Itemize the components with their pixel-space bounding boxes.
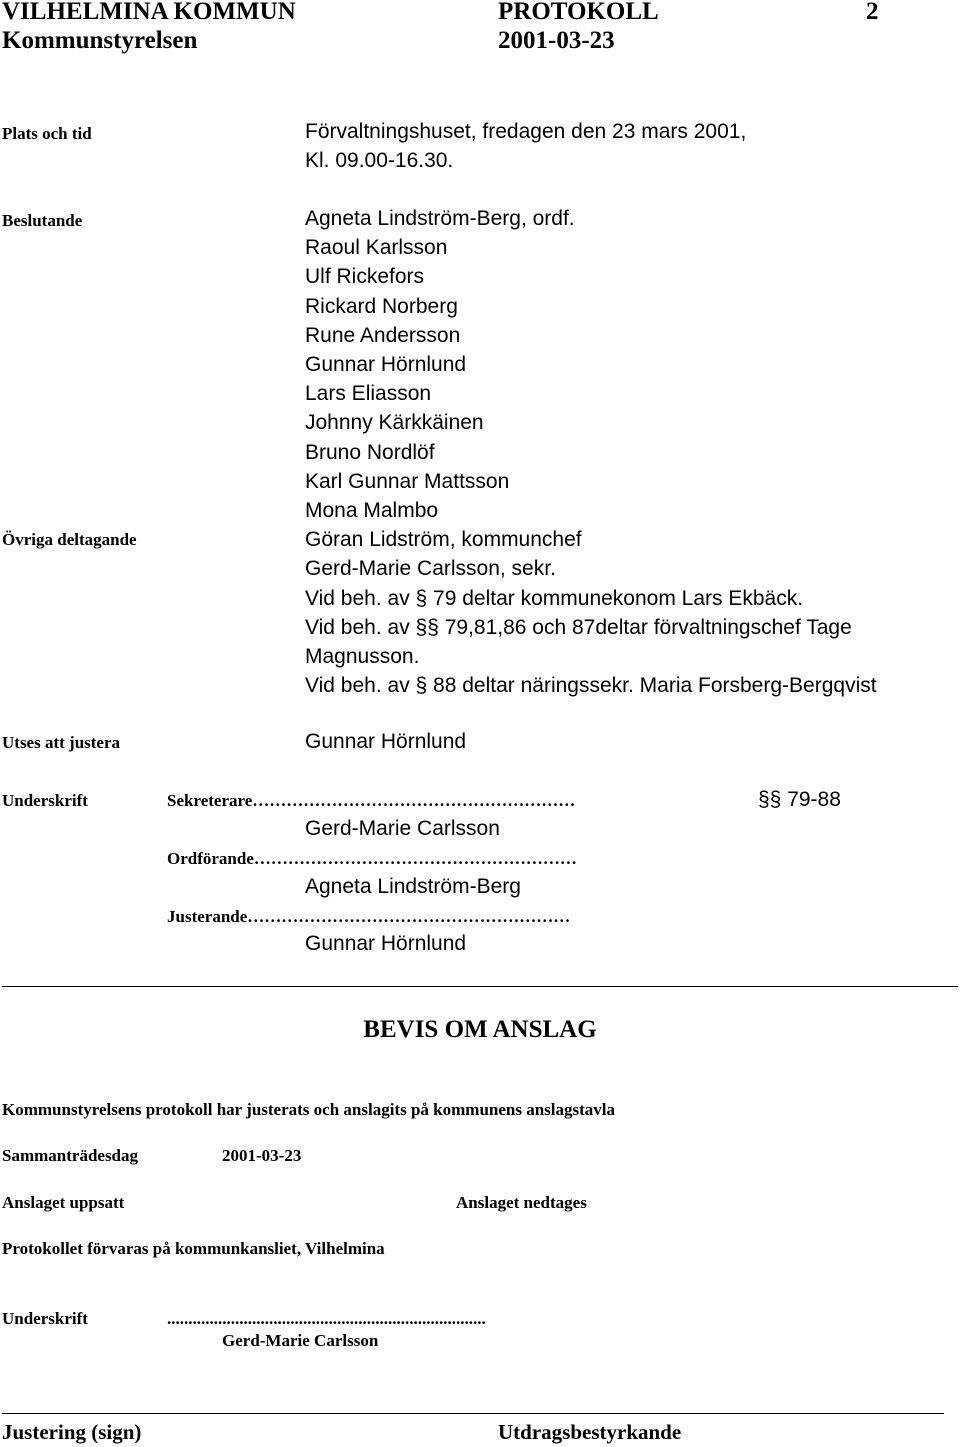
secretary-name: Gerd-Marie Carlsson [305,817,500,840]
storage-info: Protokollet förvaras på kommunkansliet, Vilhelmina [2,1239,385,1258]
org-name: VILHELMINA KOMMUN [2,0,296,25]
place-line-1: Förvaltningshuset, fredagen den 23 mars 2001, [305,120,747,143]
decisive-member: Agneta Lindström-Berg, ordf. [305,207,575,230]
other-participant: Magnusson. [305,645,420,669]
decisive-member: Ulf Rickefors [305,265,425,289]
notice-statement: Kommunstyrelsens protokoll har justerats och anslagits på kommunens anslagstavla [2,1100,616,1119]
other-participant: Vid beh. av § 88 deltar näringssekr. Maria Forsberg-Bergqvist [305,674,877,698]
decisive-member: Lars Eliasson [305,382,432,406]
other-participant: Gerd-Marie Carlsson, sekr. [305,557,556,581]
decisive-member: Bruno Nordlöf [305,440,435,464]
place-line-2: Kl. 09.00-16.30. [305,149,454,172]
chair-name: Agneta Lindström-Berg [305,875,521,898]
section-divider [2,986,958,987]
doc-type: PROTOKOLL [498,0,659,25]
adjuster-line: Justerande………………………………………………… [167,907,571,926]
posted-label: Anslaget uppsatt [2,1193,125,1212]
footer-left: Justering (sign) [2,1420,142,1444]
notice-signature-name: Gerd-Marie Carlsson [222,1331,379,1350]
secretary-line: Sekreterare………………………………………………… [167,791,576,810]
others-label: Övriga deltagande [2,530,137,549]
participants-list [305,204,877,700]
decisive-member: Raoul Karlsson [305,236,448,260]
meeting-date: 2001-03-23 [498,27,615,54]
signature-label: Underskrift [2,791,88,810]
notice-signature-label: Underskrift [2,1309,88,1328]
page-number: 2 [866,0,879,25]
footer-right: Utdragsbestyrkande [498,1420,682,1444]
decisive-member: Gunnar Hörnlund [305,353,467,377]
adjuster-signature-name: Gunnar Hörnlund [305,932,467,955]
paragraph-range: §§ 79-88 [758,788,841,811]
decisive-label: Beslutande [2,211,83,230]
chair-line: Ordförande………………………………………………… [167,849,577,868]
meeting-day-value: 2001-03-23 [222,1146,302,1165]
committee-name: Kommunstyrelsen [2,27,198,54]
removed-label: Anslaget nedtages [456,1193,587,1212]
place-time-label: Plats och tid [2,124,92,143]
other-participant: Vid beh. av §§ 79,81,86 och 87deltar förvaltningschef Tage [305,615,852,639]
footer-divider [2,1413,944,1414]
decisive-member: Johnny Kärkkäinen [305,411,484,435]
other-participant: Vid beh. av § 79 deltar kommunekonom Lars Ekbäck. [305,586,804,610]
adjust-label: Utses att justera [2,733,121,752]
notice-signature-line: ........................................................................... [167,1309,486,1328]
meeting-day-label: Sammanträdesdag [2,1146,139,1165]
notice-title: BEVIS OM ANSLAG [363,1016,597,1043]
decisive-member: Rickard Norberg [305,294,458,318]
decisive-member: Karl Gunnar Mattsson [305,469,510,493]
decisive-member: Mona Malmbo [305,499,439,523]
decisive-member: Rune Andersson [305,323,461,347]
other-participant: Göran Lidström, kommunchef [305,528,582,552]
adjuster-name: Gunnar Hörnlund [305,730,467,753]
